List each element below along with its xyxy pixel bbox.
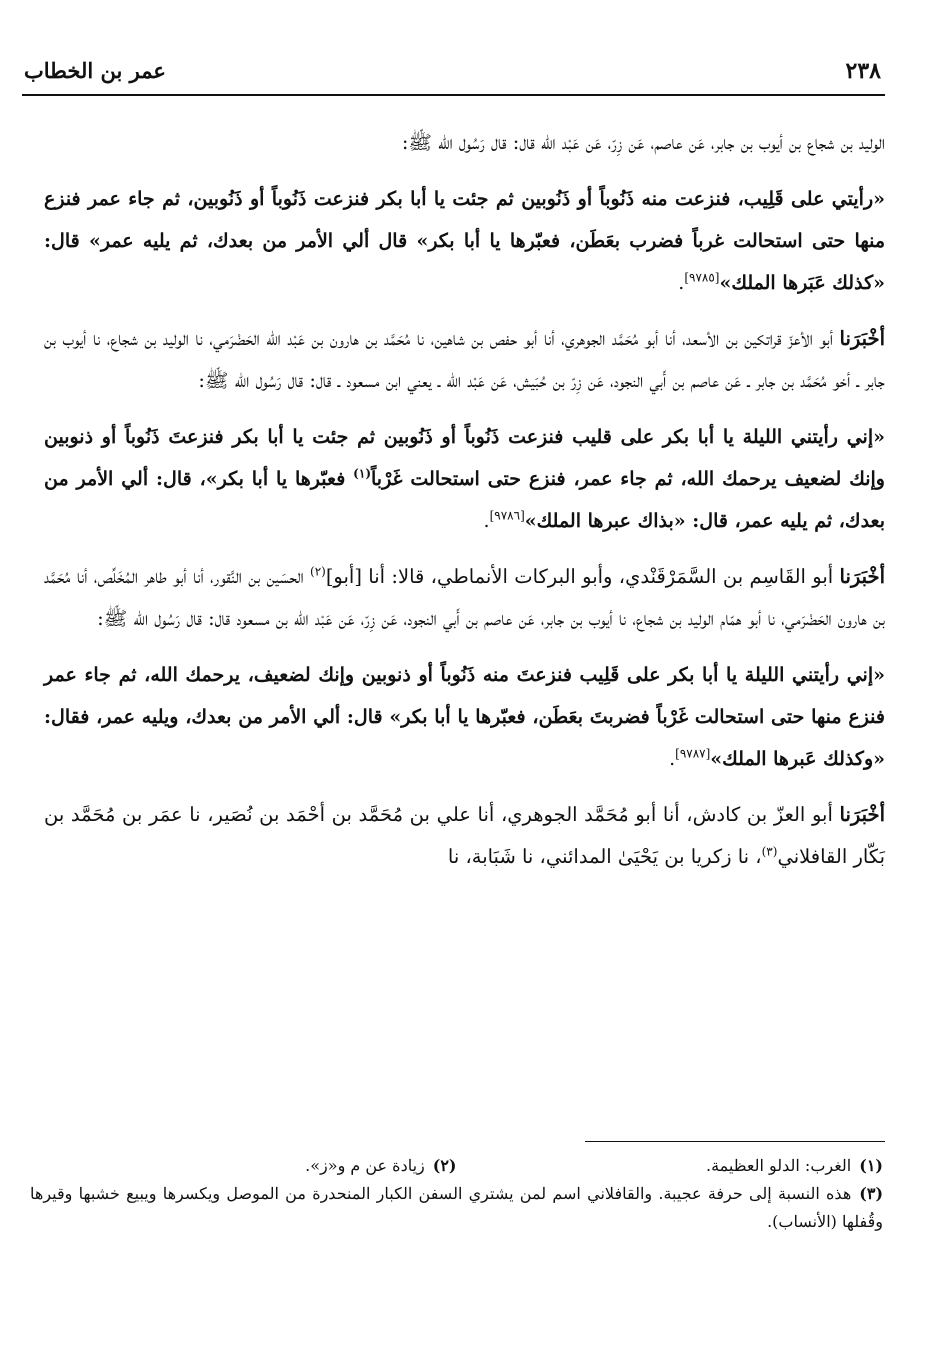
- period: .: [669, 748, 676, 770]
- footnote-number: (٣): [859, 1184, 884, 1203]
- paragraph-text: أبو العزّ بن كادش، أنا أبو مُحَمَّد الجوهري، أنا علي بن مُحَمَّد بن أحْمَد بن نُصَير، نا عمَر بن مُحَمَّد بن بَكّار القافلاني: [44, 803, 885, 868]
- hadith-text: «إني رأيتني الليلة يا أبا بكر على قَلِيب فنزعتَ منه ذَنُوباً أو ذنوبين وإنك لضعيف، يرحمك الله، ثم جاء عمر فنزع منها حتى استحالت غَرْباً فضربتَ بعَطَن، فعبّرها يا أبا بكر» قال: ألي الأمر من بعدك، ويليه عمر، فقال: «وكذلك عَبرها الملك»: [44, 664, 885, 770]
- hadith-text-cont: فعبّرها يا أبا بكر»، قال: ألي الأمر من بعدك، ثم يليه عمر، قال: «بذاك عبرها الملك»: [44, 468, 885, 532]
- running-title: عمر بن الخطاب: [24, 58, 166, 83]
- hadith-text: «رأيتي على قَلِيب، فنزعت منه ذَنُوباً أو ذَنُوبين ثم جئت يا أبا بكر فنزعت ذَنُوباً أو ذَنُوبين، ثم جاء عمر فنزع منها حتى استحالت غرباً فضرب بعَطَن، فعبّرها يا أبا بكر» قال ألي الأمر من بعدك، ثم يليه عمر» قال: «كذلك عَبَرها الملك»: [44, 188, 885, 294]
- paragraph-4: [44, 794, 885, 878]
- page-header: [24, 58, 881, 92]
- period: .: [483, 510, 490, 532]
- footnotes: [30, 1152, 883, 1236]
- paragraph-text: أبو الأعزّ قراتكين بن الأسعد، أنا أبو مُحَمَّد الجوهري، أنا أبو حفص بن شاهين، نا مُحَمَّد بن هارون بن عَبْد اللّه الحَضْرَمي، نا الوليد بن شجاع، نا أيوب بن جابر ـ أخو مُحَمَّد بن جابر ـ عَن عاصم بن أَبي النجود، عَن زِرّ بن حُبَيش، عَن عَبْد اللّه ـ يعني ابن مسعود ـ قال: قال رَسُول الله ﷺ:: [44, 327, 885, 392]
- page-number: ٢٣٨: [845, 58, 881, 84]
- hadith-number: [٩٧٨٥]: [684, 270, 720, 285]
- paragraph-2: [44, 318, 885, 402]
- footnote-ref-1: (١): [353, 466, 371, 481]
- footnote-3: [30, 1180, 883, 1236]
- main-text: [44, 122, 885, 878]
- paragraph-text: الوليد بن شجاع بن أيوب بن جابر، عَن عاصم، عَن زِرّ، عَن عَبْد اللّه قال: قال رَسُول الله ﷺ:: [401, 131, 885, 154]
- footnote-number: (٢): [432, 1156, 457, 1175]
- hadith-2: [44, 416, 885, 542]
- hadith-1: [44, 178, 885, 304]
- footnote-ref-3: (٣): [761, 844, 778, 859]
- footnote-2: [30, 1152, 457, 1180]
- hadith-3: [44, 654, 885, 780]
- paragraph-1: [44, 122, 885, 164]
- akhbarana-lead: أخْبَرَنا: [839, 327, 885, 350]
- paragraph-text-cont: ، نا زكريا بن يَحْيَىٰ المدائني، نا شَبَابة، نا: [447, 845, 762, 868]
- paragraph-3: [44, 556, 885, 640]
- footnote-1: [457, 1152, 884, 1180]
- footnote-text: الغرب: الدلو العظيمة.: [705, 1156, 852, 1175]
- footnote-ref-2: (٢): [310, 564, 326, 579]
- footnote-number: (١): [859, 1156, 883, 1175]
- paragraph-text: أبو القَاسِم بن السَّمَرْقَنْدي، وأبو البركات الأنماطي، قالا: أنا [أبو]: [325, 565, 840, 588]
- footnote-text: زيادة عن م و«ز».: [305, 1156, 425, 1175]
- period: .: [678, 272, 685, 294]
- footnote-text: هذه النسبة إلى حرفة عجيبة. والقافلاني اسم لمن يشتري السفن الكبار المنحدرة من الموصل ويكسرها ويبيع خشبها وقيرها وقُفلها (الأنساب).: [30, 1184, 883, 1231]
- hadith-number: [٩٧٨٦]: [489, 508, 525, 523]
- akhbarana-lead: أخْبَرَنا: [839, 803, 885, 826]
- hadith-number: [٩٧٨٧]: [675, 746, 711, 761]
- footnote-rule: [585, 1141, 885, 1142]
- header-rule: [22, 94, 885, 96]
- hadith-text: «إني رأيتني الليلة يا أبا بكر على قليب فنزعت ذَنُوباً أو ذَنُوبين ثم جئت يا أبا بكر فنزعتَ ذَنُوباً أو ذنوبين وإنك لضعيف يرحمك الله، ثم جاء عمر، فنزع حتى استحالت غَرْباً: [44, 426, 885, 490]
- akhbarana-lead: أخْبَرَنا: [839, 565, 885, 588]
- paragraph-text-cont: الحسَين بن النَّقور، أنا أبو طاهر المُخَلِّص، أنا مُحَمَّد بن هارون الحَضْرَمي، نا أبو همّام الوليد بن شجاع، نا أيوب بن جابر، عَن عاصم بن أَبي النجود، عَن زِرّ، عَن عَبْد اللّه بن مسعود قال: قال رَسُول الله ﷺ:: [44, 565, 885, 630]
- footnote-row: [30, 1152, 883, 1180]
